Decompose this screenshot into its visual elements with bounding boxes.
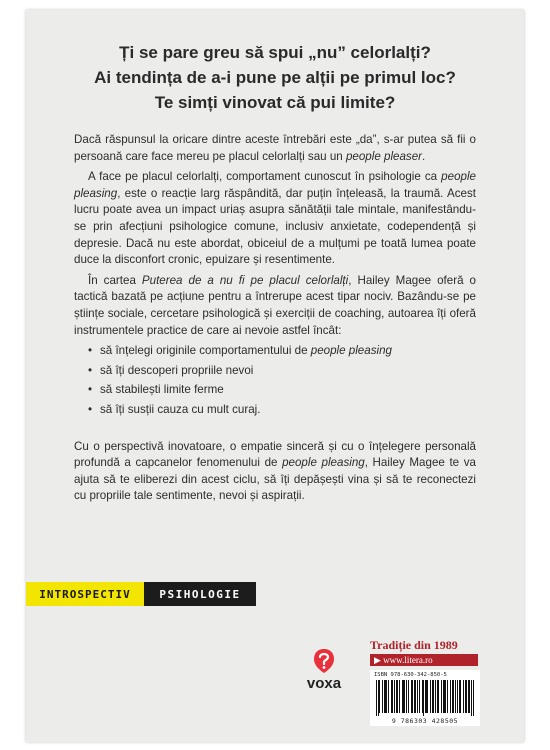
book-title: Puterea de a nu fi pe placul celorlalți	[141, 273, 349, 287]
barcode-bar	[402, 680, 403, 713]
barcode-bar	[430, 680, 431, 713]
barcode-bar	[433, 680, 434, 713]
barcode-bar	[417, 680, 418, 713]
barcode-bar	[415, 680, 416, 713]
list-item	[88, 382, 476, 399]
paragraph-book-a: În cartea	[88, 273, 142, 287]
barcode-bar	[391, 680, 392, 713]
benefits-list	[74, 343, 476, 418]
paragraph-definition	[74, 169, 476, 269]
barcode-number: 9 786303 428505	[391, 717, 459, 725]
list-item	[88, 363, 476, 380]
barcode-bar	[452, 680, 453, 713]
cover-headline	[26, 40, 524, 115]
list-item-text: să stabilești limite ferme	[100, 383, 224, 397]
barcode-bar	[419, 680, 420, 713]
barcode-bar	[447, 680, 448, 713]
barcode-bar	[396, 680, 397, 713]
barcode-bar	[457, 680, 458, 713]
barcode-bar	[455, 680, 456, 713]
barcode-bar	[438, 680, 439, 713]
blurb-text	[74, 132, 476, 509]
barcode-bar	[427, 680, 428, 713]
tradition-text: Tradiție din 1989	[370, 638, 458, 652]
paragraph-intro-emphasis: people pleaser	[345, 149, 423, 163]
barcode-bar	[384, 680, 385, 713]
paragraph-closing-b: , Hailey Magee te va ajuta să te eliberezi din acest ciclu, să îți depășești vina și să te reconectezi cu propriile tale sentimente, nevoi și aspirații.	[74, 456, 476, 503]
voxa-icon	[313, 648, 335, 674]
list-item	[88, 402, 476, 419]
book-back-cover	[26, 10, 524, 742]
paragraph-definition-a: A face pe placul celorlalți, comportament cunoscut în psihologie ca	[88, 170, 442, 184]
barcode-bar	[465, 680, 466, 713]
barcode-bar	[445, 680, 446, 713]
barcode-bar	[473, 680, 474, 716]
paragraph-intro-tail: .	[422, 149, 426, 163]
list-item	[88, 343, 476, 360]
barcode-bar	[382, 680, 383, 713]
headline-line-3: Te simți vinovat că pui limite?	[154, 93, 396, 112]
headline-line-2: Ai tendința de a-i pune pe alții pe primul loc?	[94, 68, 456, 87]
barcode-bar	[423, 680, 424, 716]
list-item-text: să îți susții cauza cu mult curaj.	[100, 402, 261, 416]
website-link-text: ▶ www.litera.ro	[374, 654, 433, 665]
paragraph-closing	[74, 439, 476, 505]
barcode-bar	[422, 680, 423, 713]
paragraph-closing-a: Cu o perspectivă inovatoare, o empatie sinceră și cu o înțelegere personală profundă a capcanelor fenomenului de	[74, 439, 476, 470]
barcode-area	[370, 670, 480, 726]
barcode-graphic	[374, 680, 476, 716]
barcode-bar	[443, 680, 444, 713]
barcode-bar	[435, 680, 436, 713]
paragraph-definition-emphasis: people pleasing	[74, 170, 476, 200]
barcode-bar	[394, 680, 395, 713]
barcode-bar	[392, 680, 393, 713]
barcode-bar	[471, 680, 472, 716]
barcode-bar	[469, 680, 470, 713]
barcode-bar	[386, 680, 387, 713]
barcode-bar	[414, 680, 415, 713]
barcode-bar	[378, 680, 379, 716]
series-label-psihologie-text: PSIHOLOGIE	[159, 587, 241, 601]
isbn-text: ISBN 978-630-342-850-5	[374, 672, 447, 678]
publisher-name: voxa	[306, 675, 342, 692]
barcode-bar	[426, 680, 427, 713]
series-label-bar	[26, 582, 256, 606]
barcode-bar	[408, 680, 409, 713]
list-item-text: să îți descoperi propriile nevoi	[100, 363, 254, 377]
barcode-bar	[385, 680, 386, 713]
paragraph-book-b: , Hailey Magee oferă o tactică bazată pe acțiune pentru a întrerupe acest tipar nociv. Bazându-se pe științe sociale, cercetare psihologică și exerciții de coaching, autoarea îți oferă instrumentele practice de care ai nevoie astfel încât:	[74, 273, 476, 337]
barcode-bar	[466, 680, 467, 713]
barcode-bar	[425, 680, 426, 713]
paragraph-book	[74, 273, 476, 339]
paragraph-intro	[74, 132, 476, 165]
barcode-bar	[450, 680, 451, 713]
barcode-bar	[437, 680, 438, 713]
list-item-emphasis: people pleasing	[310, 344, 392, 358]
barcode-bar	[388, 680, 389, 713]
barcode-bar	[406, 680, 407, 713]
barcode-bar	[399, 680, 400, 713]
barcode-bar	[403, 680, 404, 713]
barcode-bar	[411, 680, 412, 713]
barcode-bar	[460, 680, 461, 713]
series-label-introspectiv-text: INTROSPECTIV	[39, 587, 131, 601]
paragraph-intro-text: Dacă răspunsul la oricare dintre aceste întrebări este „da”, s-ar putea să fii o persoană care face mereu pe placul celorlalți sau un	[74, 133, 476, 163]
barcode-bar	[376, 680, 377, 716]
series-label-psihologie	[144, 582, 256, 606]
barcode-bar	[468, 680, 469, 713]
barcode-bar	[432, 680, 433, 713]
paragraph-definition-b: , este o reacție larg răspândită, dar puțin înțeleasă, la traumă. Acest lucru poate avea un impact uriaș asupra sănătății tale mintale, manifestându-se prin afecțiuni psihologice comune, inclusiv anxietate, codependență și depresie. Dacă nu este abordat, obiceiul de a mulțumi pe toată lumea poate duce la disconfort cronic, epuizare și resentimente.	[74, 186, 476, 267]
barcode-bar	[453, 680, 454, 713]
list-item-text: să înțelegi originile comportamentului de	[100, 344, 311, 358]
series-label-introspectiv	[26, 582, 144, 606]
barcode-bar	[397, 680, 398, 713]
website-link[interactable]	[370, 654, 478, 666]
barcode-bar	[379, 680, 380, 713]
barcode-bar	[412, 680, 413, 713]
barcode-bar	[463, 680, 464, 713]
headline-line-1: Ți se pare greu să spui „nu” celorlalți?	[119, 43, 431, 62]
barcode-bar	[459, 680, 460, 713]
barcode-bar	[441, 680, 442, 713]
barcode-bar	[444, 680, 445, 713]
paragraph-closing-emphasis: people pleasing	[282, 456, 365, 470]
publisher-logo	[298, 648, 350, 692]
barcode-bar	[404, 680, 405, 713]
